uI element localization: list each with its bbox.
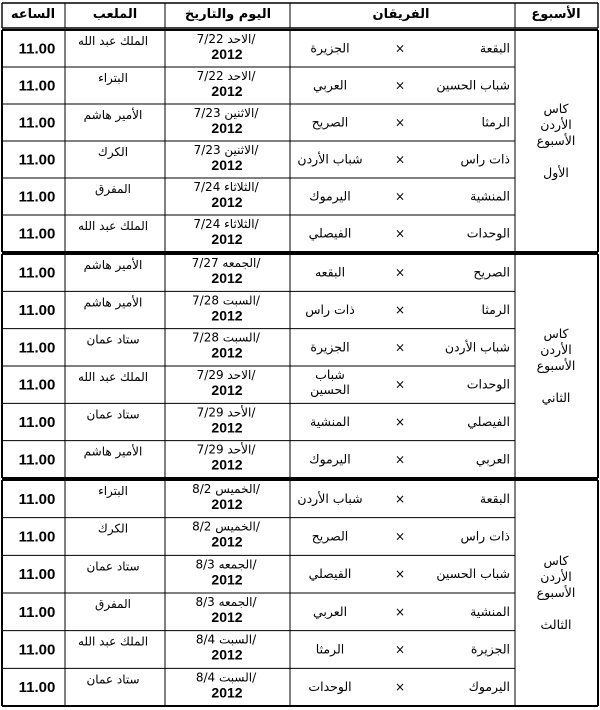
match-time: 11.00: [18, 339, 56, 357]
match-stadium: الملك عبد الله: [77, 219, 149, 233]
match-stadium: ستاد عمان: [86, 407, 140, 422]
home-team: المنشية: [470, 188, 510, 204]
home-team: الجزيرة: [470, 641, 510, 657]
versus-symbol: ×: [394, 41, 406, 56]
match-stadium: البتراء: [98, 71, 128, 85]
match-row: [19, 442, 510, 473]
match-time: 11.00: [18, 641, 56, 659]
match-time: 11.00: [18, 114, 56, 132]
match-day-date: الاحد 7/22/: [196, 69, 256, 83]
match-year: 2012: [211, 382, 243, 398]
table-header-row: [11, 5, 581, 22]
home-team: الفيصلي: [467, 414, 510, 429]
match-time: 11.00: [18, 528, 56, 546]
match-day-date: السبت 7/28/: [192, 293, 260, 308]
week-label-line: الأول: [543, 165, 569, 180]
match-time: 11.00: [18, 225, 56, 243]
versus-symbol: ×: [394, 642, 406, 657]
match-row: [19, 367, 510, 398]
week-label-line: الأردن: [540, 117, 572, 132]
versus-symbol: ×: [394, 78, 406, 93]
match-row: [19, 633, 510, 663]
match-day-date: الأحد 7/29/: [196, 442, 256, 457]
home-team: الرمثا: [481, 302, 510, 317]
match-year: 2012: [211, 419, 243, 436]
match-year: 2012: [211, 496, 243, 512]
match-year: 2012: [211, 270, 243, 286]
match-day-date: الثلاثاء 7/24/: [193, 180, 259, 194]
match-year: 2012: [211, 456, 243, 473]
match-day-date: السبت 7/28/: [192, 330, 260, 345]
versus-symbol: ×: [394, 303, 406, 317]
match-time: 11.00: [18, 603, 56, 621]
match-day-date: الاحد 7/22/: [196, 32, 256, 46]
away-team: شباب: [315, 367, 345, 382]
away-team: الرمثا: [315, 641, 345, 657]
home-team: ذات راس: [460, 528, 510, 544]
versus-symbol: ×: [394, 226, 406, 241]
versus-symbol: ×: [394, 680, 406, 695]
match-stadium: ستاد عمان: [86, 672, 140, 687]
match-stadium: الكرك: [97, 521, 129, 536]
match-year: 2012: [211, 194, 243, 210]
match-year: 2012: [211, 231, 243, 247]
match-year: 2012: [211, 609, 243, 625]
away-team: الفيصلي: [308, 566, 352, 582]
home-team: شباب الأردن: [444, 339, 510, 355]
match-day-date: الخميس 8/2/: [192, 519, 260, 534]
match-time: 11.00: [18, 188, 56, 206]
week-label-line: الأسبوع: [536, 585, 576, 600]
match-row: [19, 256, 510, 286]
away-team: العربي: [312, 603, 348, 619]
versus-symbol: ×: [394, 567, 406, 582]
match-row: [19, 595, 510, 625]
versus-symbol: ×: [394, 529, 406, 544]
away-team: الصريح: [311, 114, 349, 130]
week-label: [537, 326, 576, 405]
match-row: [19, 331, 510, 361]
match-stadium: المفرق: [95, 182, 131, 196]
match-stadium: المفرق: [95, 597, 131, 611]
away-team: شباب الأردن: [297, 151, 363, 167]
home-team: البقعة: [479, 490, 510, 506]
away-team: الوحدات: [308, 679, 352, 695]
away-team: الحسين: [310, 382, 350, 397]
match-time: 11.00: [18, 302, 56, 319]
match-year: 2012: [211, 307, 243, 324]
match-stadium: الملك عبد الله: [77, 34, 149, 48]
week-label-line: كاس: [543, 326, 569, 341]
away-team: العربي: [312, 77, 348, 93]
match-day-date: الاحد 7/29/: [196, 368, 256, 382]
match-year: 2012: [211, 571, 243, 588]
match-year: 2012: [211, 157, 243, 173]
match-day-date: الجمعه 8/3/: [195, 595, 257, 609]
week-label: [537, 101, 576, 181]
match-time: 11.00: [18, 566, 56, 584]
match-day-date: الأحد 7/29/: [196, 405, 256, 420]
away-team: اليرموك: [309, 451, 351, 467]
match-time: 11.00: [18, 414, 56, 431]
match-row: [19, 293, 510, 323]
match-stadium: الملك عبد الله: [77, 634, 149, 649]
versus-symbol: ×: [394, 265, 406, 280]
match-row: [19, 520, 510, 550]
match-year: 2012: [211, 646, 243, 663]
versus-symbol: ×: [394, 115, 406, 130]
match-time: 11.00: [18, 77, 56, 95]
match-time: 11.00: [18, 679, 56, 697]
week-label-line: الثالث: [540, 617, 572, 632]
match-row: [19, 180, 510, 210]
away-team: المنشية: [310, 414, 350, 429]
versus-symbol: ×: [394, 340, 406, 355]
away-team: الصريح: [311, 528, 349, 544]
match-row: [19, 217, 510, 247]
versus-symbol: ×: [394, 491, 406, 506]
match-stadium: الأمير هاشم: [83, 444, 143, 459]
header-teams: الفريقان: [372, 7, 430, 22]
match-row: [19, 670, 510, 700]
versus-symbol: ×: [394, 452, 406, 467]
match-year: 2012: [211, 344, 243, 361]
week-label-line: الأسبوع: [536, 133, 576, 148]
home-team: اليرموك: [468, 679, 510, 695]
week-label-line: كاس: [543, 101, 569, 116]
match-row: [19, 32, 510, 62]
home-team: ذات راس: [460, 151, 510, 167]
home-team: العربي: [475, 451, 510, 467]
away-team: الجزيرة: [310, 40, 350, 56]
match-stadium: الأمير هاشم: [83, 108, 143, 122]
week-label-line: الأردن: [540, 342, 572, 357]
match-row: [19, 557, 510, 587]
away-team: البقعه: [314, 264, 346, 280]
match-time: 11.00: [18, 151, 56, 169]
match-day-date: الاثنين 7/23/: [193, 106, 259, 120]
away-team: الفيصلي: [308, 225, 352, 241]
home-team: المنشية: [470, 603, 510, 619]
home-team: الوحدات: [466, 376, 510, 392]
week-label-line: الأردن: [540, 569, 572, 584]
header-week: الأسبوع: [531, 7, 581, 22]
away-team: ذات راس: [305, 302, 355, 317]
header-time: الساعه: [10, 7, 56, 22]
away-team: الجزيرة: [310, 339, 350, 355]
header-stadium: الملعب: [92, 7, 138, 22]
week-label-line: كاس: [543, 553, 569, 568]
match-day-date: الثلاثاء 7/24/: [193, 217, 259, 231]
week-label-line: الأسبوع: [536, 358, 576, 373]
versus-symbol: ×: [394, 152, 406, 167]
versus-symbol: ×: [394, 377, 406, 392]
match-day-date: الجمعه 8/3/: [195, 557, 257, 572]
match-day-date: السبت 8/4/: [195, 632, 257, 647]
match-row: [19, 69, 510, 99]
match-day-date: الاثنين 7/23/: [193, 143, 259, 157]
match-year: 2012: [211, 684, 243, 701]
match-time: 11.00: [18, 40, 56, 58]
match-stadium: الأمير هاشم: [83, 295, 143, 310]
match-stadium: ستاد عمان: [86, 332, 140, 347]
week-block: [19, 482, 576, 700]
match-time: 11.00: [18, 451, 56, 469]
header-date: اليوم والتاريخ: [184, 7, 272, 22]
match-time: 11.00: [18, 264, 56, 282]
match-time: 11.00: [18, 376, 56, 394]
match-year: 2012: [211, 46, 243, 62]
versus-symbol: ×: [394, 189, 406, 204]
away-team: اليرموك: [309, 188, 351, 204]
versus-symbol: ×: [394, 604, 406, 619]
match-year: 2012: [211, 120, 243, 136]
match-row: [19, 143, 510, 173]
match-year: 2012: [211, 533, 243, 550]
match-row: [19, 404, 510, 435]
match-stadium: الأمير هاشم: [83, 258, 143, 272]
home-team: البقعة: [479, 40, 510, 56]
versus-symbol: ×: [394, 415, 406, 429]
match-time: 11.00: [18, 490, 56, 508]
match-year: 2012: [211, 83, 243, 99]
home-team: الصريح: [473, 264, 510, 280]
home-team: الرمثا: [481, 114, 510, 130]
match-stadium: ستاد عمان: [86, 559, 140, 574]
home-team: الوحدات: [466, 225, 510, 241]
match-day-date: الجمعه 7/27/: [191, 256, 261, 270]
home-team: شباب الحسين: [436, 77, 510, 93]
home-team: شباب الحسين: [436, 566, 510, 582]
match-day-date: السبت 8/4/: [195, 670, 257, 685]
week-label: [537, 553, 576, 632]
match-row: [19, 106, 510, 136]
away-team: شباب الأردن: [297, 490, 363, 506]
match-stadium: الملك عبد الله: [77, 370, 149, 384]
week-label-line: الثاني: [541, 390, 571, 405]
match-row: [19, 482, 510, 512]
match-stadium: البتراء: [98, 484, 128, 498]
match-stadium: الكرك: [97, 145, 129, 159]
match-day-date: الخميس 8/2/: [192, 482, 260, 496]
